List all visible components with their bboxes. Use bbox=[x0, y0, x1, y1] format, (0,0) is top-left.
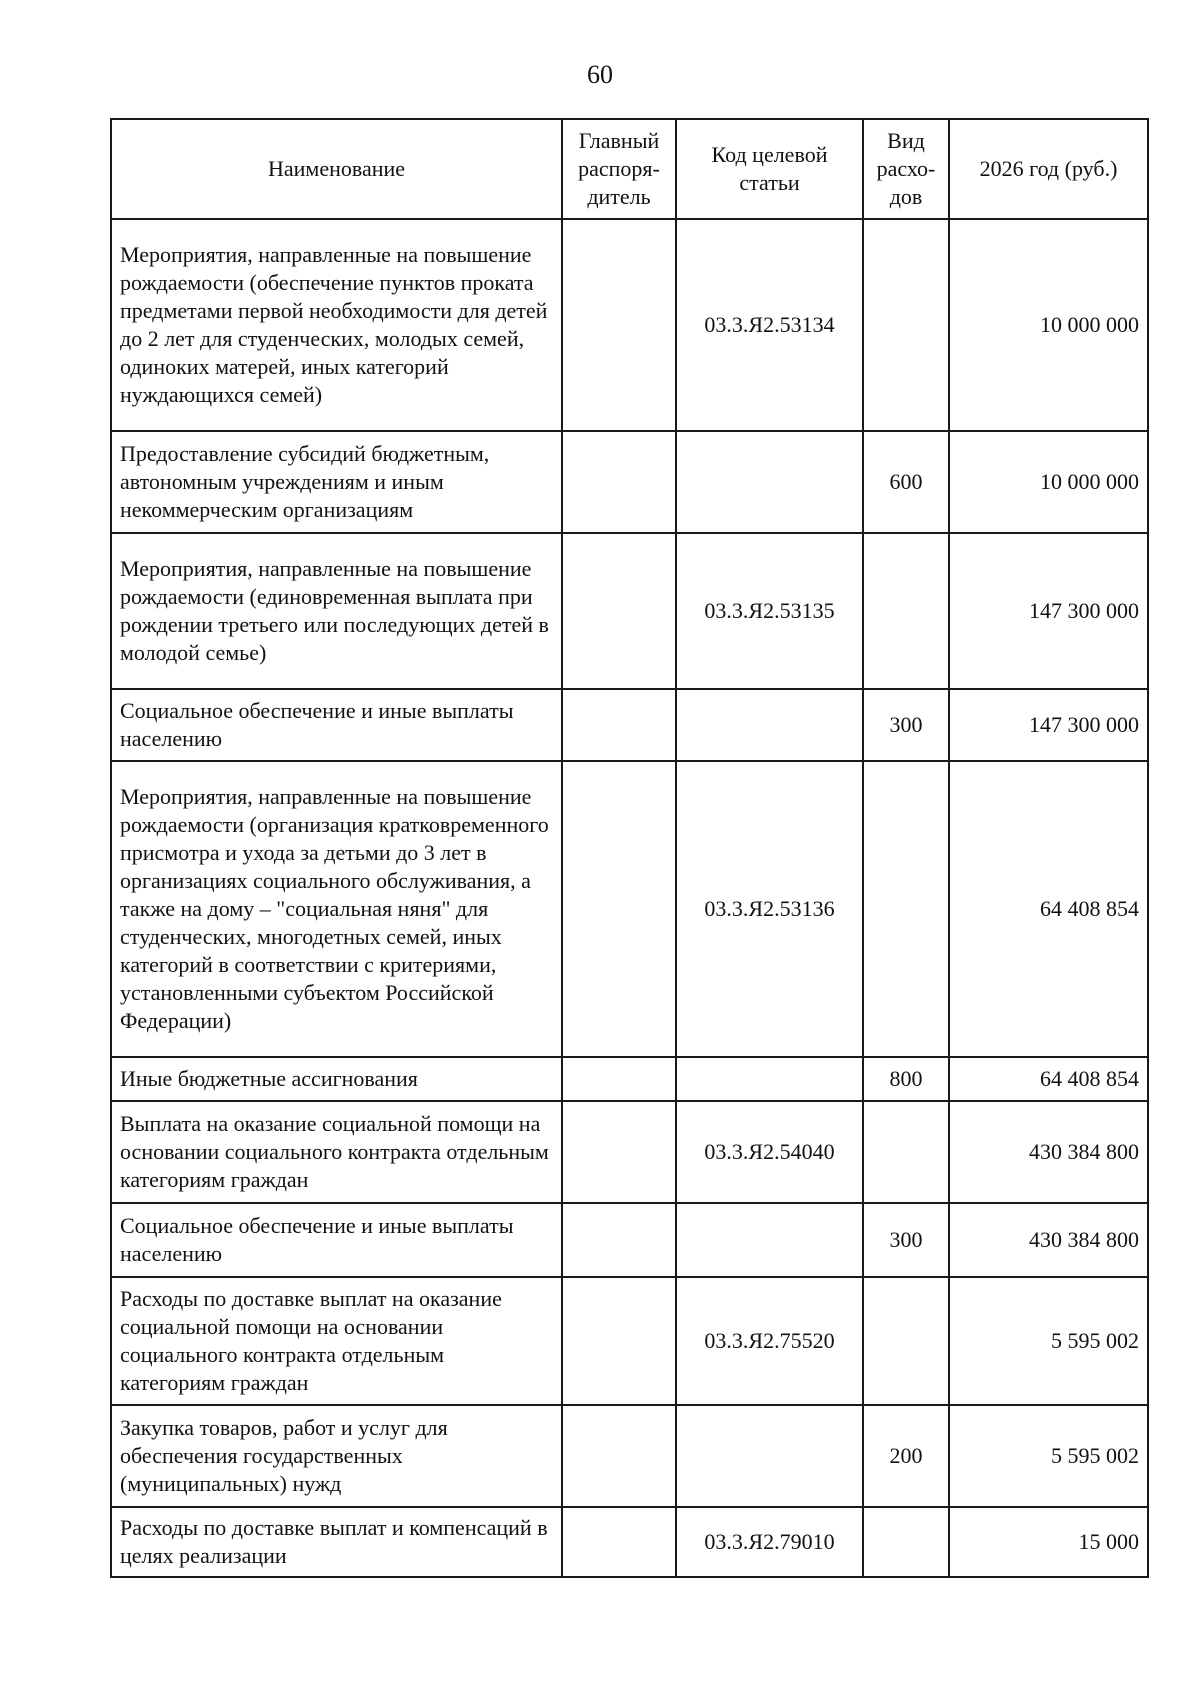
row-amount: 430 384 800 bbox=[949, 1101, 1148, 1203]
header-main-manager: Главный распоря-дитель bbox=[562, 119, 676, 219]
row-kind: 800 bbox=[863, 1057, 949, 1101]
row-main-manager bbox=[562, 1405, 676, 1507]
row-main-manager bbox=[562, 431, 676, 533]
table-row bbox=[111, 1057, 1148, 1101]
row-code bbox=[676, 431, 863, 533]
row-amount: 147 300 000 bbox=[949, 533, 1148, 689]
row-amount: 64 408 854 bbox=[949, 761, 1148, 1057]
row-main-manager bbox=[562, 1203, 676, 1277]
row-code bbox=[676, 1405, 863, 1507]
row-kind: 200 bbox=[863, 1405, 949, 1507]
row-amount: 10 000 000 bbox=[949, 219, 1148, 431]
row-amount: 15 000 bbox=[949, 1507, 1148, 1577]
row-name: Мероприятия, направленные на повышение рождаемости (обеспечение пунктов проката предметами первой необходимости для детей до 2 лет для студенческих, молодых семей, одиноких матерей, иных категорий нуждающихся семей) bbox=[111, 219, 562, 431]
row-amount: 430 384 800 bbox=[949, 1203, 1148, 1277]
row-name: Выплата на оказание социальной помощи на основании социального контракта отдельным категориям граждан bbox=[111, 1101, 562, 1203]
page-number: 60 bbox=[587, 60, 613, 89]
row-main-manager bbox=[562, 1101, 676, 1203]
budget-table bbox=[110, 118, 1149, 1578]
row-main-manager bbox=[562, 689, 676, 761]
row-name: Закупка товаров, работ и услуг для обеспечения государственных (муниципальных) нужд bbox=[111, 1405, 562, 1507]
row-amount: 5 595 002 bbox=[949, 1277, 1148, 1405]
row-code: 03.3.Я2.53136 bbox=[676, 761, 863, 1057]
table-header-row bbox=[111, 119, 1148, 219]
table-row bbox=[111, 689, 1148, 761]
row-kind bbox=[863, 1277, 949, 1405]
table-row bbox=[111, 431, 1148, 533]
row-kind bbox=[863, 533, 949, 689]
row-code: 03.3.Я2.75520 bbox=[676, 1277, 863, 1405]
row-amount: 10 000 000 bbox=[949, 431, 1148, 533]
row-main-manager bbox=[562, 1057, 676, 1101]
row-name: Расходы по доставке выплат и компенсаций в целях реализации bbox=[111, 1507, 562, 1577]
header-name: Наименование bbox=[111, 119, 562, 219]
row-code bbox=[676, 689, 863, 761]
row-main-manager bbox=[562, 219, 676, 431]
table-row bbox=[111, 219, 1148, 431]
header-expense-type: Вид расхо-дов bbox=[863, 119, 949, 219]
row-main-manager bbox=[562, 533, 676, 689]
row-main-manager bbox=[562, 761, 676, 1057]
table-row bbox=[111, 761, 1148, 1057]
row-kind: 600 bbox=[863, 431, 949, 533]
row-amount: 64 408 854 bbox=[949, 1057, 1148, 1101]
table-row bbox=[111, 1507, 1148, 1577]
row-kind bbox=[863, 1101, 949, 1203]
row-name: Иные бюджетные ассигнования bbox=[111, 1057, 562, 1101]
row-code: 03.3.Я2.54040 bbox=[676, 1101, 863, 1203]
row-name: Предоставление субсидий бюджетным, автономным учреждениям и иным некоммерческим организациям bbox=[111, 431, 562, 533]
row-name: Мероприятия, направленные на повышение рождаемости (единовременная выплата при рождении третьего или последующих детей в молодой семье) bbox=[111, 533, 562, 689]
row-kind bbox=[863, 219, 949, 431]
row-name: Расходы по доставке выплат на оказание социальной помощи на основании социального контракта отдельным категориям граждан bbox=[111, 1277, 562, 1405]
table-row bbox=[111, 1101, 1148, 1203]
row-main-manager bbox=[562, 1277, 676, 1405]
row-name: Мероприятия, направленные на повышение рождаемости (организация кратковременного присмотра и ухода за детьми до 3 лет в организациях социального обслуживания, а также на дому – "социальная няня" для студенческих, многодетных семей, иных категорий в соответствии с критериями, установленными субъектом Российской Федерации) bbox=[111, 761, 562, 1057]
row-amount: 147 300 000 bbox=[949, 689, 1148, 761]
row-code bbox=[676, 1057, 863, 1101]
header-target-code: Код целевой статьи bbox=[676, 119, 863, 219]
row-code: 03.3.Я2.53135 bbox=[676, 533, 863, 689]
row-kind bbox=[863, 1507, 949, 1577]
row-kind bbox=[863, 761, 949, 1057]
row-code: 03.3.Я2.53134 bbox=[676, 219, 863, 431]
row-kind: 300 bbox=[863, 1203, 949, 1277]
row-kind: 300 bbox=[863, 689, 949, 761]
table-row bbox=[111, 1277, 1148, 1405]
header-year: 2026 год (руб.) bbox=[949, 119, 1148, 219]
row-amount: 5 595 002 bbox=[949, 1405, 1148, 1507]
row-code bbox=[676, 1203, 863, 1277]
row-main-manager bbox=[562, 1507, 676, 1577]
row-name: Социальное обеспечение и иные выплаты населению bbox=[111, 1203, 562, 1277]
row-code: 03.3.Я2.79010 bbox=[676, 1507, 863, 1577]
row-name: Социальное обеспечение и иные выплаты населению bbox=[111, 689, 562, 761]
table-row bbox=[111, 1405, 1148, 1507]
table-row bbox=[111, 1203, 1148, 1277]
table-row bbox=[111, 533, 1148, 689]
